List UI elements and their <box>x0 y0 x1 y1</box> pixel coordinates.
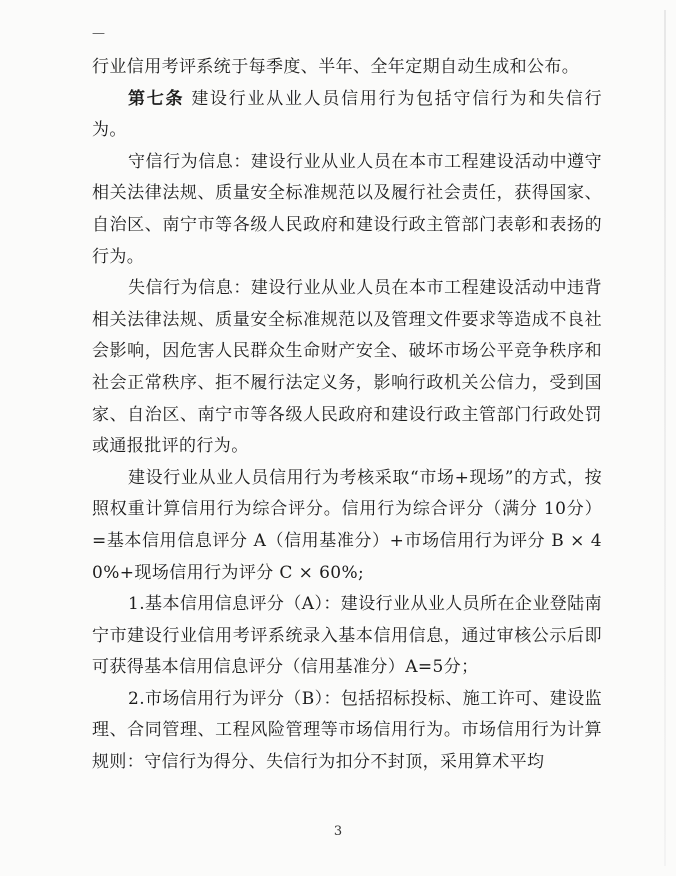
document-body <box>92 52 602 779</box>
trustworthy-behavior-paragraph <box>92 147 602 273</box>
market-credit-score-paragraph <box>92 684 602 779</box>
untrustworthy-behavior-paragraph <box>92 273 602 463</box>
page-edge-shadow <box>664 10 666 866</box>
article-label: 第七条 <box>128 88 185 109</box>
page-number: 3 <box>333 824 343 839</box>
basic-credit-score-paragraph <box>92 589 602 684</box>
article-seven-paragraph <box>92 84 602 147</box>
paragraph-text: 1.基本信用信息评分（A）：建设行业从业人员所在企业登陆南宁市建设行业信用考评系统录入基本信用信息，通过审核公示后即可获得基本信用信息评分（信用基准分）A=5分； <box>92 594 602 678</box>
paragraph-text: 建设行业从业人员信用行为考核采取“市场+现场”的方式，按照权重计算信用行为综合评分。信用行为综合评分（满分 10分）=基本信用信息评分 A（信用基准分）+市场信用行为评分 B × 40%+现场信用行为评分 C × 60%; <box>92 467 602 583</box>
scoring-method-paragraph <box>92 463 602 589</box>
paragraph-text: 行业信用考评系统于每季度、半年、全年定期自动生成和公布。 <box>92 57 580 77</box>
paragraph-text: 建设行业从业人员信用行为包括守信行为和失信行为。 <box>92 88 602 141</box>
header-mark: — <box>92 26 105 41</box>
paragraph-text: 失信行为信息：建设行业从业人员在本市工程建设活动中违背相关法律法规、质量安全标准规范以及管理文件要求等造成不良社会影响，因危害人民群众生命财产安全、破坏市场公平竞争秩序和社会正常秩序、拒不履行法定义务，影响行政机关公信力，受到国家、自治区、南宁市等各级人民政府和建设行政主管部门行政处罚或通报批评的行为。 <box>92 278 602 457</box>
paragraph-text: 2.市场信用行为评分（B）：包括招标投标、施工许可、建设监理、合同管理、工程风险管理等市场信用行为。市场信用行为计算规则：守信行为得分、失信行为扣分不封顶，采用算术平均 <box>92 688 602 773</box>
paragraph-continuation <box>92 52 602 84</box>
paragraph-text: 守信行为信息：建设行业从业人员在本市工程建设活动中遵守相关法律法规、质量安全标准规范以及履行社会责任，获得国家、自治区、南宁市等各级人民政府和建设行政主管部门表彰和表扬的行为。 <box>92 151 602 267</box>
